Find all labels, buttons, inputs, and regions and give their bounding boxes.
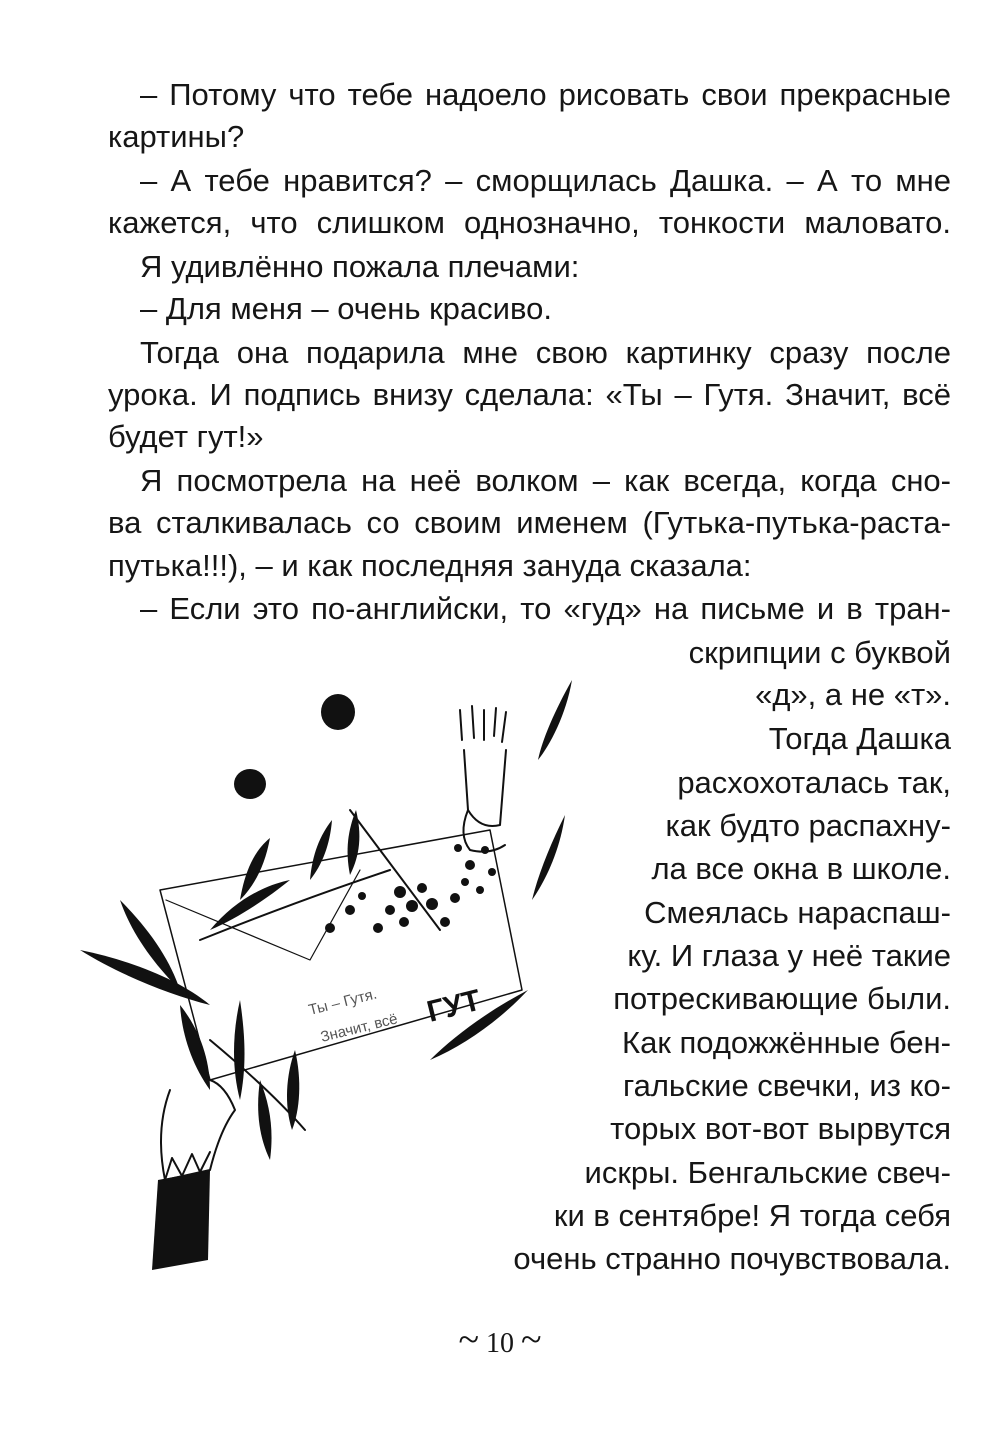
text-line-24: гальские свечки, из ко- (622, 1068, 951, 1103)
text-line-19: ла все окна в школе. (651, 851, 951, 886)
ink-leaf (80, 950, 210, 1005)
ink-stroke (532, 815, 565, 900)
text-line-2: картины? (108, 119, 245, 154)
sleeve-cuff (152, 1170, 210, 1270)
drawing-inscription: ГУТ (423, 983, 485, 1029)
text-line-13: – Если это по-английски, то «гуд» на письме и в тран- (140, 591, 951, 626)
text-line-21: ку. И глаза у неё такие (627, 938, 951, 973)
text-line-4: кажется, что слишком однозначно, тонкости маловато. (108, 205, 951, 240)
ink-leaf (310, 820, 332, 880)
text-line-20: Смеялась нараспаш- (644, 895, 951, 930)
text-line-6: – Для меня – очень красиво. (140, 291, 552, 326)
text-line-9: будет гут!» (108, 419, 264, 454)
text-line-15: «д», а не «т». (755, 677, 951, 712)
ink-stroke (538, 680, 572, 760)
hand-fingers (460, 706, 506, 742)
upper-hand (464, 750, 506, 826)
page-number (0, 1320, 1000, 1364)
text-line-23: Как подожжённые бен- (622, 1025, 951, 1060)
text-line-10: Я посмотрела на неё волком – как всегда, когда сно- (140, 463, 951, 498)
text-line-18: как будто распахну- (665, 808, 951, 843)
ornament-left: ~ (458, 1319, 479, 1361)
ink-leaf (180, 1005, 210, 1090)
hand-holding-drawing-illustration (60, 660, 600, 1300)
text-line-12: путька!!!), – и как последняя зануда сказала: (108, 548, 752, 583)
text-line-8: урока. И подпись внизу сделала: «Ты – Гутя. Значит, всё (108, 377, 951, 412)
text-line-27: ки в сентябре! Я тогда себя (553, 1198, 951, 1233)
faint-inscription: Ты – Гутя. (306, 985, 379, 1019)
text-line-3: – А тебе нравится? – сморщилась Дашка. – А то мне (140, 163, 951, 198)
text-line-11: ва сталкивалась со своим именем (Гутька-путька-раста- (108, 505, 951, 540)
ornament-right: ~ (521, 1319, 542, 1361)
text-line-26: искры. Бенгальские свеч- (584, 1155, 951, 1190)
page-number-value: 10 (486, 1328, 514, 1359)
ink-leaf (234, 1000, 245, 1100)
text-line-5: Я удивлённо пожала плечами: (140, 249, 580, 284)
faint-inscription: Значит, всё (318, 1010, 400, 1046)
text-line-7: Тогда она подарила мне свою картинку сразу после (140, 335, 951, 370)
text-line-17: расхохоталась так, (677, 765, 951, 800)
text-line-1: – Потому что тебе надоело рисовать свои прекрасные (140, 77, 951, 112)
ink-dot (234, 769, 266, 799)
text-line-25: торых вот-вот вырвутся (610, 1111, 951, 1146)
text-line-14: скрипции с буквой (688, 635, 951, 670)
text-line-16: Тогда Дашка (768, 721, 951, 756)
ink-dot (321, 694, 355, 730)
text-line-22: потрескивающие были. (613, 981, 951, 1016)
text-line-28: очень странно почувствовала. (513, 1241, 951, 1276)
